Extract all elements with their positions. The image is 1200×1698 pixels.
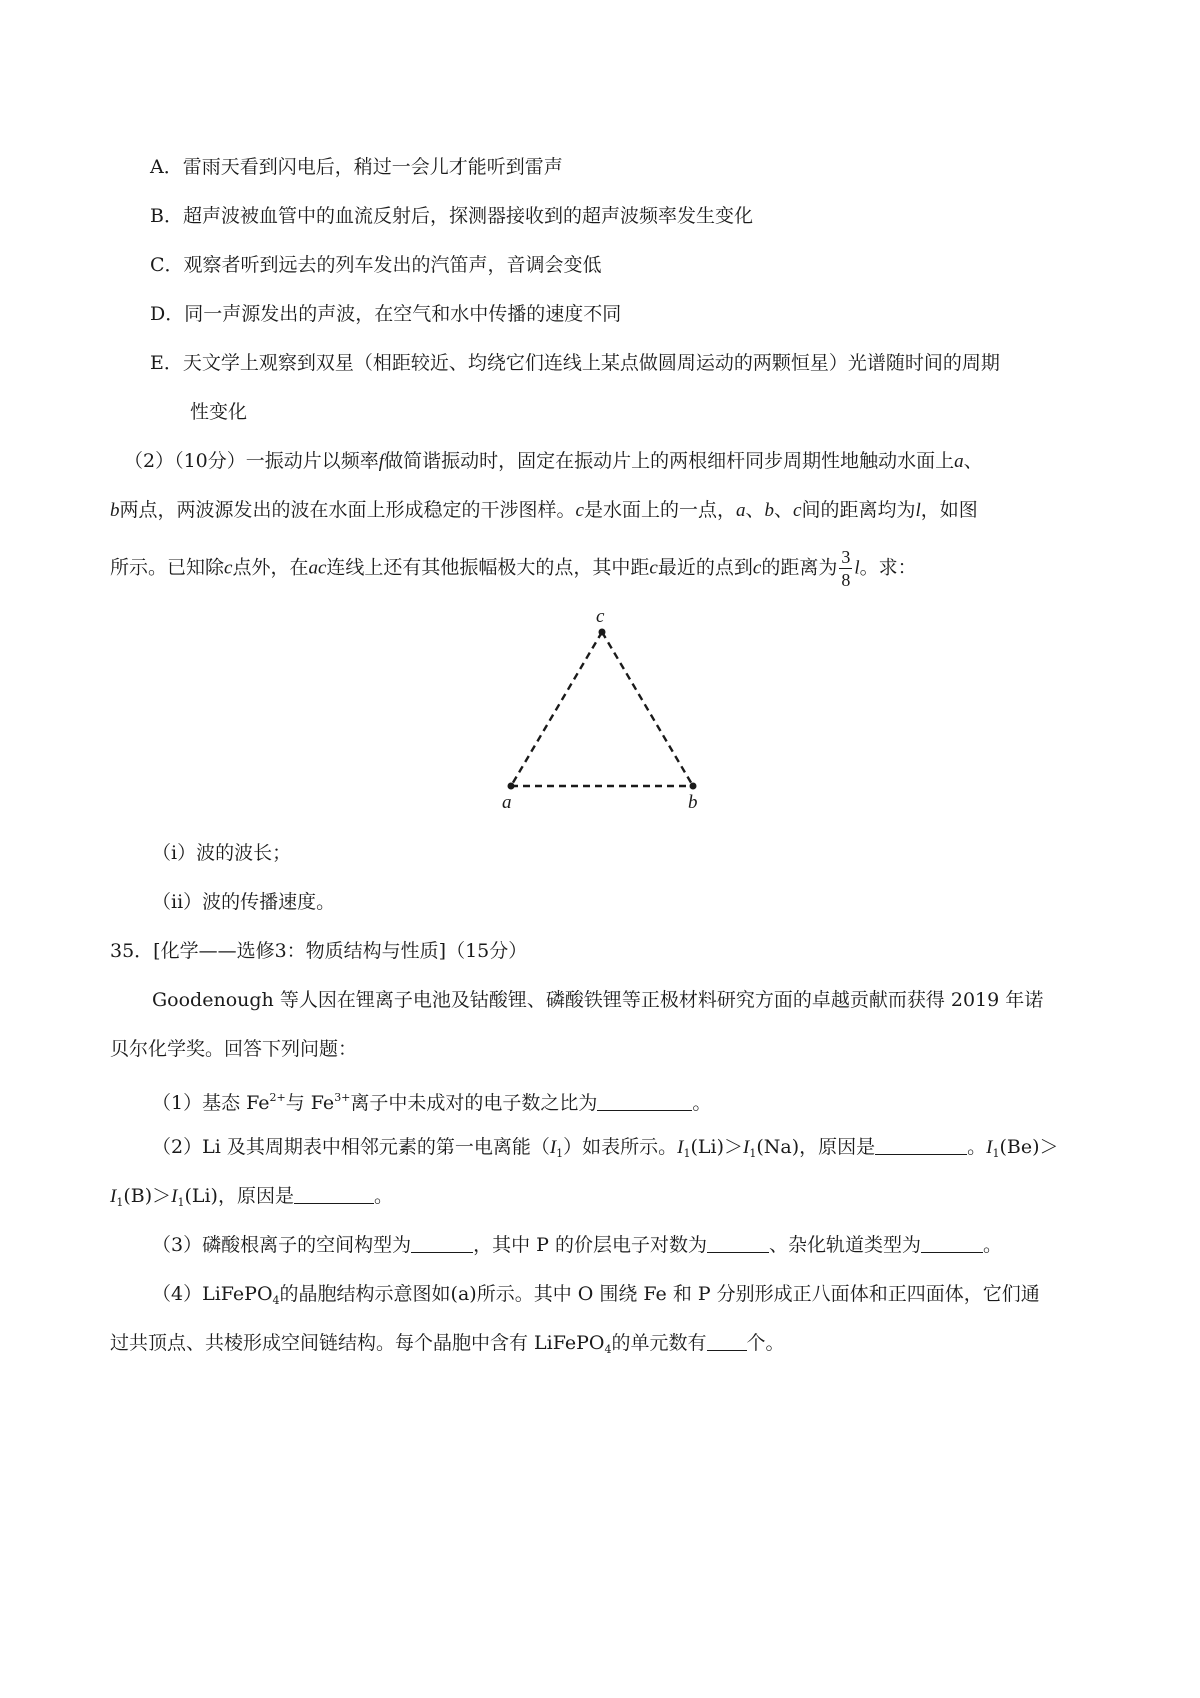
q35-header: 35．[化学——选修3：物质结构与性质]（15分）	[110, 940, 528, 962]
q35-intro-line2: 贝尔化学奖。回答下列问题：	[110, 1038, 358, 1060]
option-e-line2: 性变化	[190, 401, 248, 423]
q35-part1: （1）基态 $Fe^{2+}$与 $Fe^{3+}$离子中未成对的电子数之比为 。	[152, 1091, 712, 1114]
edge-cb	[602, 632, 693, 786]
q2-line1: （2）（10分）一振动片以频率f做简谐振动时，固定在振动片上的两根细杆同步周期性地触动水面上a、	[124, 450, 983, 472]
answer-blank[interactable]	[707, 1332, 747, 1351]
point-b	[690, 783, 697, 790]
option-a: A．雷雨天看到闪电后，稍过一会儿才能听到雷声	[150, 156, 563, 178]
label-c: c	[596, 606, 605, 627]
answer-blank[interactable]	[921, 1234, 983, 1253]
point-c	[599, 629, 606, 636]
q35-part4-line1: （4）LiFePO$_4$的晶胞结构示意图如(a)所示。其中 O 围绕 Fe 和 P 分别形成正八面体和正四面体，它们通	[152, 1283, 1040, 1307]
answer-blank[interactable]	[875, 1136, 967, 1155]
q2-line3: 所示。已知除c点外，在ac连线上还有其他振幅极大的点，其中距c最近的点到c的距离为 $\frac{3}{8}$ l。求：	[110, 547, 917, 590]
q2-sub-i: （i）波的波长；	[152, 842, 292, 864]
q35-part4-line2: 过共顶点、共棱形成空间链结构。每个晶胞中含有 LiFePO$_4$的单元数有 个。	[110, 1332, 785, 1356]
label-a: a	[502, 792, 512, 813]
answer-blank[interactable]	[294, 1185, 374, 1204]
q35-part2-line1: （2）Li 及其周期表中相邻元素的第一电离能$(I_1)$如表所示。$I_1(Li)>I_1(Na)$，原因是 。$I_1(Be)>$	[152, 1136, 1059, 1160]
answer-blank[interactable]	[597, 1092, 692, 1111]
q35-intro-line1: Goodenough 等人因在锂离子电池及钴酸锂、磷酸铁锂等正极材料研究方面的卓越贡献而获得 2019 年诺	[152, 989, 1044, 1011]
point-a	[508, 783, 515, 790]
fraction-three-eighths: $\frac{3}{8}$	[841, 547, 851, 590]
option-c: C．观察者听到远去的列车发出的汽笛声，音调会变低	[150, 254, 602, 276]
q35-part2-line2: $I_1(B)>I_1(Li)$，原因是 。	[110, 1185, 393, 1209]
answer-blank[interactable]	[411, 1234, 473, 1253]
label-b: b	[688, 792, 698, 813]
option-e-line1: E．天文学上观察到双星（相距较近、均绕它们连线上某点做圆周运动的两颗恒星）光谱随时间的周期	[150, 352, 1000, 374]
option-b: B．超声波被血管中的血流反射后，探测器接收到的超声波频率发生变化	[150, 205, 753, 227]
q35-part3: （3）磷酸根离子的空间构型为 ，其中 P 的价层电子对数为 、杂化轨道类型为 。	[152, 1234, 1002, 1256]
q2-line2: b两点，两波源发出的波在水面上形成稳定的干涉图样。c是水面上的一点，a、b、c间的距离均为l，如图	[110, 499, 978, 521]
answer-blank[interactable]	[707, 1234, 769, 1253]
edge-ca	[511, 632, 602, 786]
q2-sub-ii: （ii）波的传播速度。	[152, 891, 336, 913]
triangle-diagram	[490, 605, 720, 815]
option-d: D．同一声源发出的声波，在空气和水中传播的速度不同	[150, 303, 622, 325]
